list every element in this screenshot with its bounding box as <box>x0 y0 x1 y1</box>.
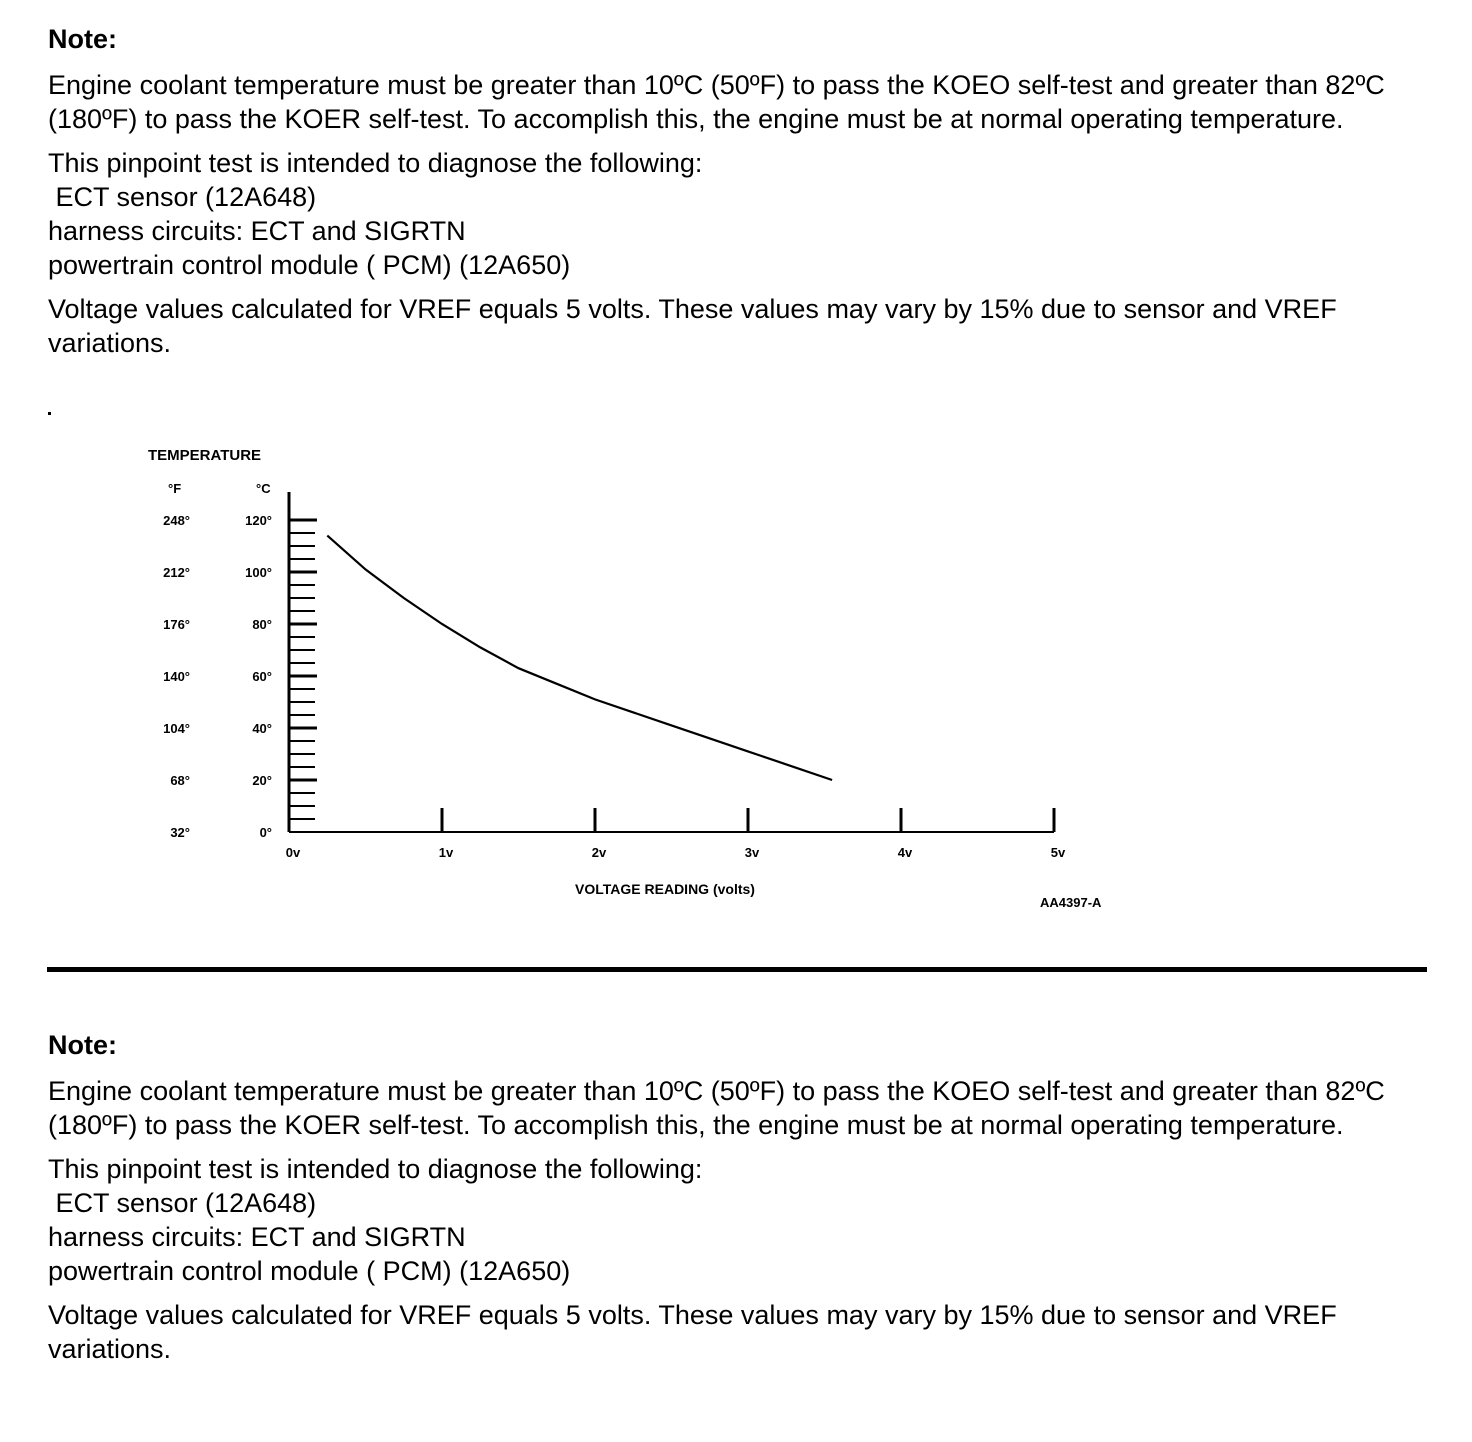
diagnose-item: powertrain control module ( PCM) (12A650) <box>48 250 571 280</box>
diagnose-item: ECT sensor (12A648) <box>48 182 317 212</box>
fahrenheit-tick-label: 32° <box>170 825 190 840</box>
coolant-temperature-paragraph: Engine coolant temperature must be greater than 10ºC (50ºF) to pass the KOEO self-test and greater than 82ºC (180ºF) to pass the KOER self-test. To accomplish this, the engine must be at normal operating temperature. <box>48 1076 1385 1140</box>
note-section-top <box>48 24 1438 360</box>
diagnose-item: powertrain control module ( PCM) (12A650) <box>48 1256 571 1286</box>
x-tick-label: 0v <box>285 845 301 860</box>
y-axis <box>289 492 317 832</box>
note-label: Note: <box>48 1030 117 1060</box>
note-section-bottom <box>48 1030 1438 1366</box>
fahrenheit-tick-labels <box>163 513 190 840</box>
celsius-tick-label: 40° <box>252 721 272 736</box>
fahrenheit-tick-label: 68° <box>170 773 190 788</box>
x-axis <box>289 808 1054 832</box>
figure-id: AA4397-A <box>1040 895 1102 910</box>
x-tick-label: 3v <box>744 845 760 860</box>
coolant-temperature-paragraph: Engine coolant temperature must be greater than 10ºC (50ºF) to pass the KOEO self-test and greater than 82ºC (180ºF) to pass the KOER self-test. To accomplish this, the engine must be at normal operating temperature. <box>48 70 1385 134</box>
ect-voltage-chart <box>0 410 1200 930</box>
fahrenheit-tick-label: 140° <box>163 669 190 684</box>
x-tick-label: 5v <box>1050 845 1066 860</box>
celsius-tick-label: 60° <box>252 669 272 684</box>
x-tick-label: 4v <box>897 845 913 860</box>
celsius-tick-label: 120° <box>245 513 272 528</box>
fahrenheit-tick-label: 212° <box>163 565 190 580</box>
fahrenheit-tick-label: 104° <box>163 721 190 736</box>
pinpoint-intro: This pinpoint test is intended to diagnose the following: <box>48 1154 703 1184</box>
diagnose-item: harness circuits: ECT and SIGRTN <box>48 216 466 246</box>
voltage-tick-labels <box>286 845 1066 860</box>
fahrenheit-tick-label: 248° <box>163 513 190 528</box>
diagnose-item: harness circuits: ECT and SIGRTN <box>48 1222 466 1252</box>
celsius-tick-labels <box>245 513 272 840</box>
celsius-tick-label: 20° <box>252 773 272 788</box>
fahrenheit-tick-label: 176° <box>163 617 190 632</box>
celsius-tick-label: 80° <box>252 617 272 632</box>
x-tick-label: 2v <box>591 845 607 860</box>
diagnose-item: ECT sensor (12A648) <box>48 1188 317 1218</box>
note-label: Note: <box>48 24 117 54</box>
celsius-tick-label: 100° <box>245 565 272 580</box>
x-axis-label: VOLTAGE READING (volts) <box>575 881 755 897</box>
pinpoint-intro: This pinpoint test is intended to diagnose the following: <box>48 148 703 178</box>
x-tick-label: 1v <box>438 845 454 860</box>
voltage-note: Voltage values calculated for VREF equals 5 volts. These values may vary by 15% due to sensor and VREF variations. <box>48 1300 1337 1364</box>
section-divider <box>47 967 1427 972</box>
chart-title: TEMPERATURE <box>148 447 262 464</box>
celsius-tick-label: 0° <box>259 825 272 840</box>
celsius-unit: °C <box>256 481 271 496</box>
voltage-note: Voltage values calculated for VREF equals 5 volts. These values may vary by 15% due to sensor and VREF variations. <box>48 294 1337 358</box>
temperature-voltage-curve <box>327 536 832 780</box>
fahrenheit-unit: °F <box>168 481 182 496</box>
